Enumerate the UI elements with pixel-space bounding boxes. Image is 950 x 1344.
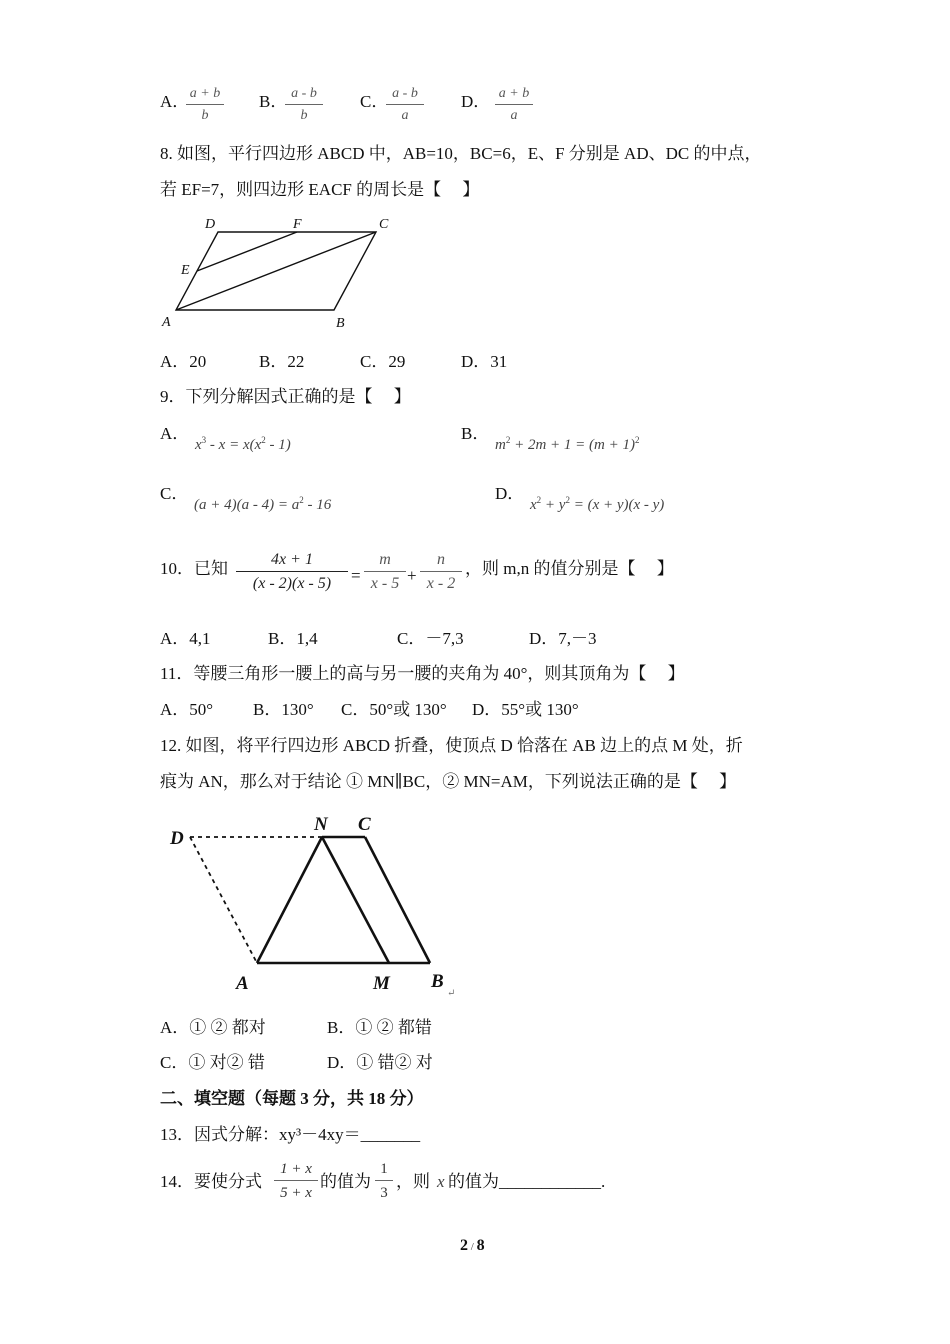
denominator: x - 5 xyxy=(370,575,400,592)
q10-fraction-main xyxy=(236,551,348,593)
label-n: N xyxy=(314,814,328,835)
q7-option-d-label: D． xyxy=(461,92,491,111)
q12-stem-line2: 痕为 AN，那么对于结论 ① MN∥BC，② MN=AM，下列说法正确的是【 】 xyxy=(160,772,737,791)
q9-stem: 9．下列分解因式正确的是【 】 xyxy=(160,387,411,406)
q14-value-fraction xyxy=(375,1160,393,1202)
denominator: b xyxy=(300,108,308,123)
label-b: B xyxy=(336,316,345,331)
denominator: 3 xyxy=(380,1185,388,1201)
q8-stem-line2: 若 EF=7，则四边形 EACF 的周长是【 】 xyxy=(160,180,480,199)
numerator: 1 + x xyxy=(280,1161,312,1177)
q12-fold-figure xyxy=(160,806,460,1002)
q10-suffix: ，则 m,n 的值分别是【 】 xyxy=(465,559,674,578)
segment-cb xyxy=(365,837,430,963)
q8-stem-line1: 8. 如图，平行四边形 ABCD 中，AB=10，BC=6，E、F 分别是 AD、DC 的中点， xyxy=(160,144,762,163)
q12-option-b: B．① ② 都错 xyxy=(327,1018,432,1037)
label-a: A xyxy=(236,973,249,994)
q11-option-b: B．130° xyxy=(253,700,314,719)
q11-stem: 11．等腰三角形一腰上的高与另一腰的夹角为 40°，则其顶角为【 】 xyxy=(160,664,685,683)
q9-option-c-label: C． xyxy=(160,484,189,503)
q12-stem-line1: 12. 如图，将平行四边形 ABCD 折叠，使顶点 D 恰落在 AB 边上的点 M 处，折 xyxy=(160,736,743,755)
segment-ef xyxy=(197,232,297,271)
label-b: B xyxy=(431,971,444,992)
segment-ac xyxy=(176,232,376,310)
q7-option-b-fraction xyxy=(285,86,323,124)
numerator: a - b xyxy=(392,86,418,101)
q12-option-c: C．① 对② 错 xyxy=(160,1053,265,1072)
label-e: E xyxy=(181,263,190,278)
denominator: a xyxy=(401,108,409,123)
q10-option-a: A．4,1 xyxy=(160,629,211,648)
numerator: 4x + 1 xyxy=(271,551,313,568)
q7-option-a-label: A． xyxy=(160,92,190,111)
q10-fraction-n xyxy=(420,551,462,593)
label-a: A xyxy=(162,315,171,330)
q10-fraction-m xyxy=(364,551,406,593)
q12-option-a: A．① ② 都对 xyxy=(160,1018,266,1037)
q7-option-d-fraction xyxy=(495,86,533,124)
dashed-da xyxy=(190,837,257,963)
q8-option-a: A．20 xyxy=(160,352,207,371)
q13-text: 13．因式分解：xy³－4xy＝_______ xyxy=(160,1125,421,1144)
numerator: n xyxy=(437,551,445,568)
q8-option-b: B．22 xyxy=(259,352,305,371)
q10-option-c: C．－7,3 xyxy=(397,629,464,648)
numerator: 1 xyxy=(380,1161,388,1177)
q14-mid: 的值为 xyxy=(320,1172,371,1191)
numerator: a - b xyxy=(291,86,317,101)
q8-parallelogram-figure xyxy=(155,212,405,337)
q10-prefix: 10．已知 xyxy=(160,559,228,578)
q9-option-d-label: D． xyxy=(495,484,525,503)
q7-option-b-label: B． xyxy=(259,92,288,111)
label-c: C xyxy=(379,217,389,232)
q7-option-a-fraction xyxy=(186,86,224,124)
q10-plus: + xyxy=(407,566,417,585)
q8-option-d: D．31 xyxy=(461,352,508,371)
q11-option-d: D．55°或 130° xyxy=(472,700,579,719)
denominator: (x - 2)(x - 5) xyxy=(252,575,332,592)
denominator: b xyxy=(201,108,209,123)
q9-option-b-label: B． xyxy=(461,424,490,443)
q14-prefix: 14．要使分式 xyxy=(160,1172,262,1191)
q8-option-c: C．29 xyxy=(360,352,406,371)
denominator: a xyxy=(510,108,518,123)
q14-variable: x xyxy=(437,1172,445,1191)
q10-option-b: B．1,4 xyxy=(268,629,318,648)
q7-option-c-label: C． xyxy=(360,92,389,111)
q14-suffix: 的值为____________. xyxy=(448,1172,606,1191)
denominator: x - 2 xyxy=(426,575,456,592)
return-mark-icon: ↵ xyxy=(447,988,456,999)
label-d: D xyxy=(170,828,184,849)
segment-an xyxy=(257,837,322,963)
q14-mid2: ，则 xyxy=(396,1172,430,1191)
segment-nm xyxy=(322,837,389,963)
q9-option-a-expression: $x^3 - x = x(x^2 - 1)$ xyxy=(195,435,291,453)
q9-option-b-expression: $m^2 + 2m + 1 = (m + 1)^2$ xyxy=(495,435,640,453)
q9-option-d-expression: $x^2 + y^2 = (x + y)(x - y)$ xyxy=(530,495,665,513)
q10-option-d: D．7,－3 xyxy=(529,629,597,648)
label-d: D xyxy=(205,217,216,232)
q7-option-c-fraction xyxy=(386,86,424,124)
numerator: a + b xyxy=(498,86,530,101)
label-c: C xyxy=(358,814,371,835)
page-number: 2 / 8 xyxy=(460,1237,485,1254)
q12-option-d: D．① 错② 对 xyxy=(327,1053,433,1072)
label-m: M xyxy=(373,973,390,994)
denominator: 5 + x xyxy=(280,1185,312,1201)
q14-fraction xyxy=(274,1160,318,1202)
label-f: F xyxy=(293,217,302,232)
q9-option-a-label: A． xyxy=(160,424,190,443)
numerator: m xyxy=(379,551,391,568)
q10-equals: = xyxy=(351,566,361,585)
q9-option-c-expression: $(a + 4)(a - 4) = a^2 - 16$ xyxy=(194,495,332,513)
numerator: a + b xyxy=(189,86,221,101)
section-2-title: 二、填空题（每题 3 分，共 18 分） xyxy=(160,1089,424,1108)
q11-option-c: C．50°或 130° xyxy=(341,700,447,719)
q11-option-a: A．50° xyxy=(160,700,214,719)
